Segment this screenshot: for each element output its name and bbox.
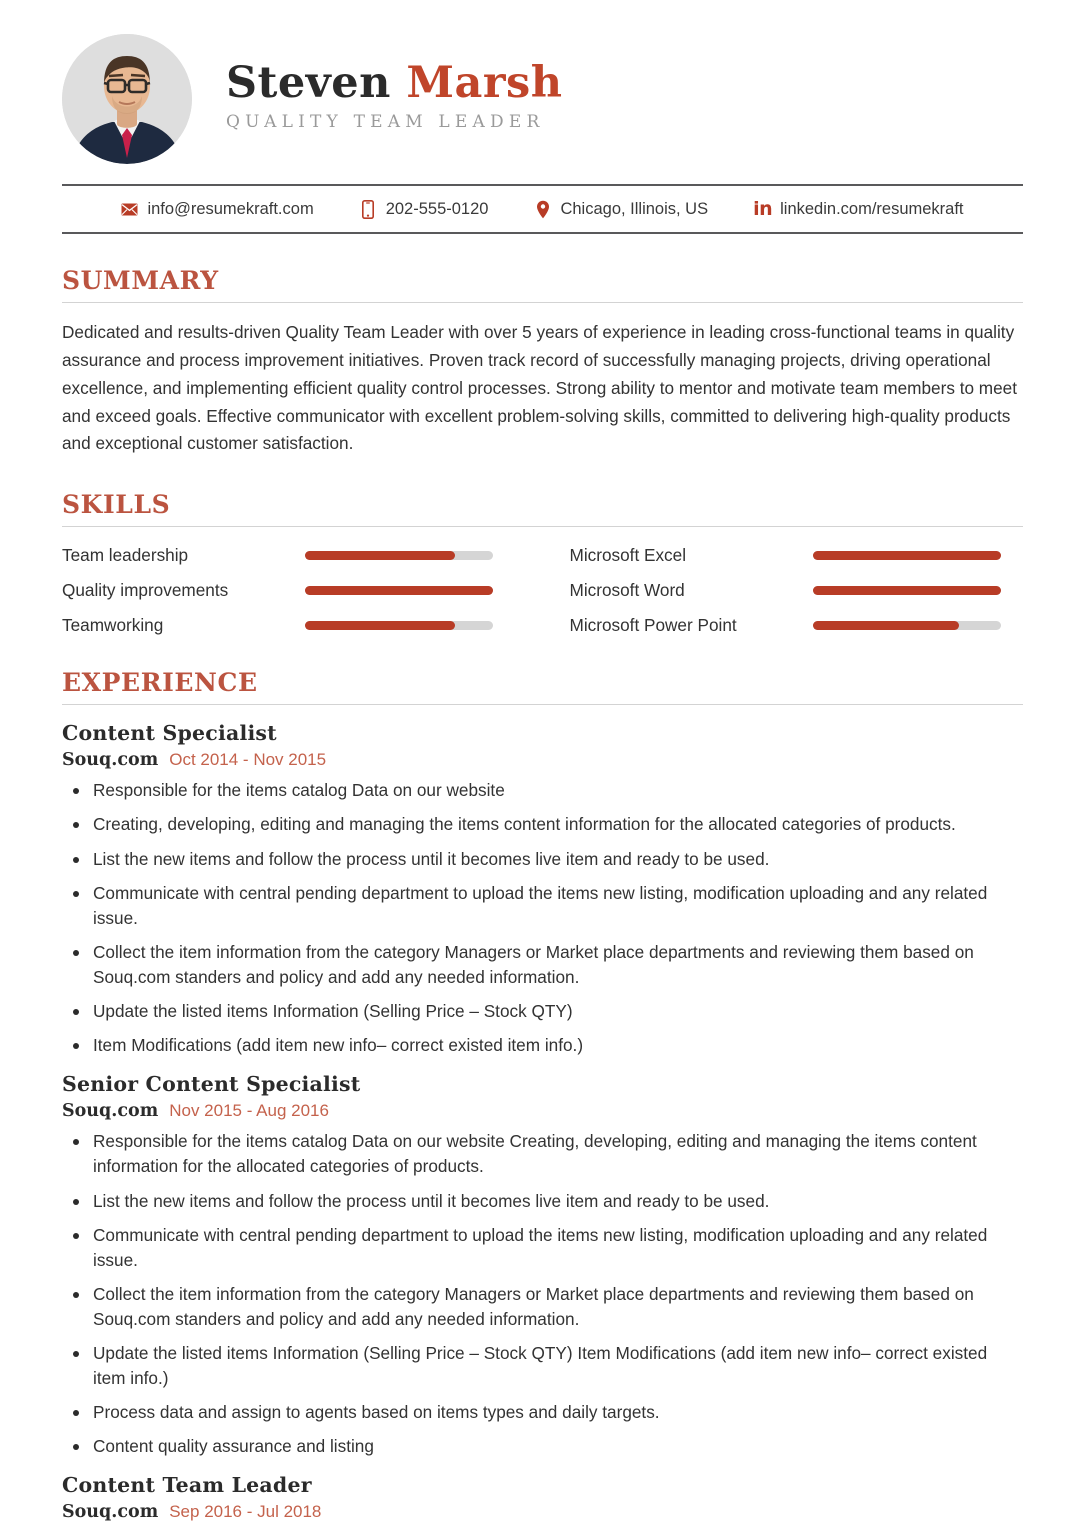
linkedin-icon: in [753,197,773,220]
job-company: Souq.com [62,1101,159,1122]
experience-list [62,721,1023,1522]
skill-level-bar [305,621,493,630]
summary-divider [62,302,1023,303]
skill-level-bar [813,586,1001,595]
contact-location[interactable] [534,200,708,219]
last-name: Marsh [406,57,563,108]
job-bullet: Creating, developing, editing and managing the items content information for the allocated categories of products. [62,812,1023,837]
skills-heading: SKILLS [62,490,171,520]
job-bullet: Communicate with central pending department to upload the items new listing, modification uploading and any related issue. [62,1223,1023,1273]
skill-level-bar [305,586,493,595]
job-bullet: Content quality assurance and listing [62,1434,1023,1459]
contact-linkedin[interactable] [753,197,964,220]
experience-item [62,1072,1023,1459]
summary-heading: SUMMARY [62,266,219,295]
skill-label: Microsoft Power Point [569,615,737,636]
email-text: info@resumekraft.com [147,199,314,218]
job-meta [62,750,1023,770]
experience-divider [62,704,1023,705]
job-meta [62,1502,1023,1522]
phone-icon [360,200,377,219]
skill-level-fill [305,586,493,595]
job-bullet-list [62,778,1023,1058]
experience-heading: EXPERIENCE [62,668,258,698]
job-bullet-list [62,1129,1023,1459]
avatar-photo-icon [62,34,192,164]
skill-label: Teamworking [62,615,164,636]
job-dates: Oct 2014 - Nov 2015 [169,750,327,770]
job-bullet: Responsible for the items catalog Data on our website [62,778,1023,803]
contact-email[interactable] [121,200,313,219]
skills-divider [62,526,1023,527]
first-name: Steven [226,57,391,108]
job-dates: Nov 2015 - Aug 2016 [169,1101,329,1121]
job-bullet: Collect the item information from the category Managers or Market place departments and reviewing them based on Souq.com standers and policy and add any needed information. [62,1282,1023,1332]
summary-text: Dedicated and results-driven Quality Team Leader with over 5 years of experience in leading cross-functional teams in quality assurance and process improvement initiatives. Proven track record of successfully managing projects, driving operational excellence, and implementing efficient quality control processes. Strong ability to mentor and motivate team members to meet and exceed goals. Effective communicator with excellent problem-solving skills, committed to delivering high-quality products and exceptional customer satisfaction. [62,322,1018,454]
contact-bar [62,186,1023,232]
job-role: Content Specialist [62,721,277,746]
skills-grid [62,545,1023,636]
skill-row [570,615,1024,636]
job-bullet: Update the listed items Information (Selling Price – Stock QTY) [62,999,1023,1024]
job-bullet: List the new items and follow the process until it becomes live item and ready to be used. [62,847,1023,872]
skill-level-fill [305,551,455,560]
skills-section [62,492,1023,636]
contact-bar-bottom-rule [62,232,1023,234]
skill-row [62,580,516,601]
linkedin-text: linkedin.com/resumekraft [780,199,964,218]
job-bullet: Responsible for the items catalog Data on our website Creating, developing, editing and managing the items content information for the allocated categories of products. [62,1129,1023,1179]
experience-item [62,1473,1023,1522]
skill-label: Microsoft Excel [569,545,687,566]
contact-phone[interactable] [360,200,489,219]
skill-level-bar [813,621,1001,630]
job-bullet: Item Modifications (add item new info– correct existed item info.) [62,1033,1023,1058]
email-icon [121,200,138,219]
headline-job-title: QUALITY TEAM LEADER [226,112,545,133]
location-pin-icon [534,200,551,219]
skill-label: Team leadership [62,545,189,566]
experience-section [62,670,1023,1522]
skill-label: Microsoft Word [569,580,685,601]
page-title [226,57,563,108]
job-bullet: List the new items and follow the process until it becomes live item and ready to be used. [62,1189,1023,1214]
avatar [62,34,192,164]
job-dates: Sep 2016 - Jul 2018 [169,1502,322,1522]
job-company: Souq.com [62,1502,159,1523]
resume-header [62,0,1023,184]
skill-row [62,615,516,636]
skill-row [570,545,1024,566]
job-role: Senior Content Specialist [62,1072,361,1097]
summary-section [62,268,1023,458]
job-bullet: Update the listed items Information (Selling Price – Stock QTY) Item Modifications (add item new info– correct existed item info.) [62,1341,1023,1391]
location-text: Chicago, Illinois, US [560,199,709,218]
skill-label: Quality improvements [62,580,229,601]
skill-row [62,545,516,566]
job-bullet: Process data and assign to agents based on items types and daily targets. [62,1400,1023,1425]
skill-level-fill [305,621,455,630]
skill-level-fill [813,586,1001,595]
skill-level-bar [813,551,1001,560]
job-bullet: Collect the item information from the category Managers or Market place departments and reviewing them based on Souq.com standers and policy and add any needed information. [62,940,1023,990]
experience-item [62,721,1023,1058]
skill-row [570,580,1024,601]
phone-text: 202-555-0120 [385,199,489,218]
job-meta [62,1101,1023,1121]
job-role: Content Team Leader [62,1473,312,1498]
name-block [226,57,563,138]
skill-level-bar [305,551,493,560]
skill-level-fill [813,621,960,630]
job-company: Souq.com [62,750,159,771]
skill-level-fill [813,551,1001,560]
job-bullet: Communicate with central pending department to upload the items new listing, modification uploading and any related issue. [62,881,1023,931]
